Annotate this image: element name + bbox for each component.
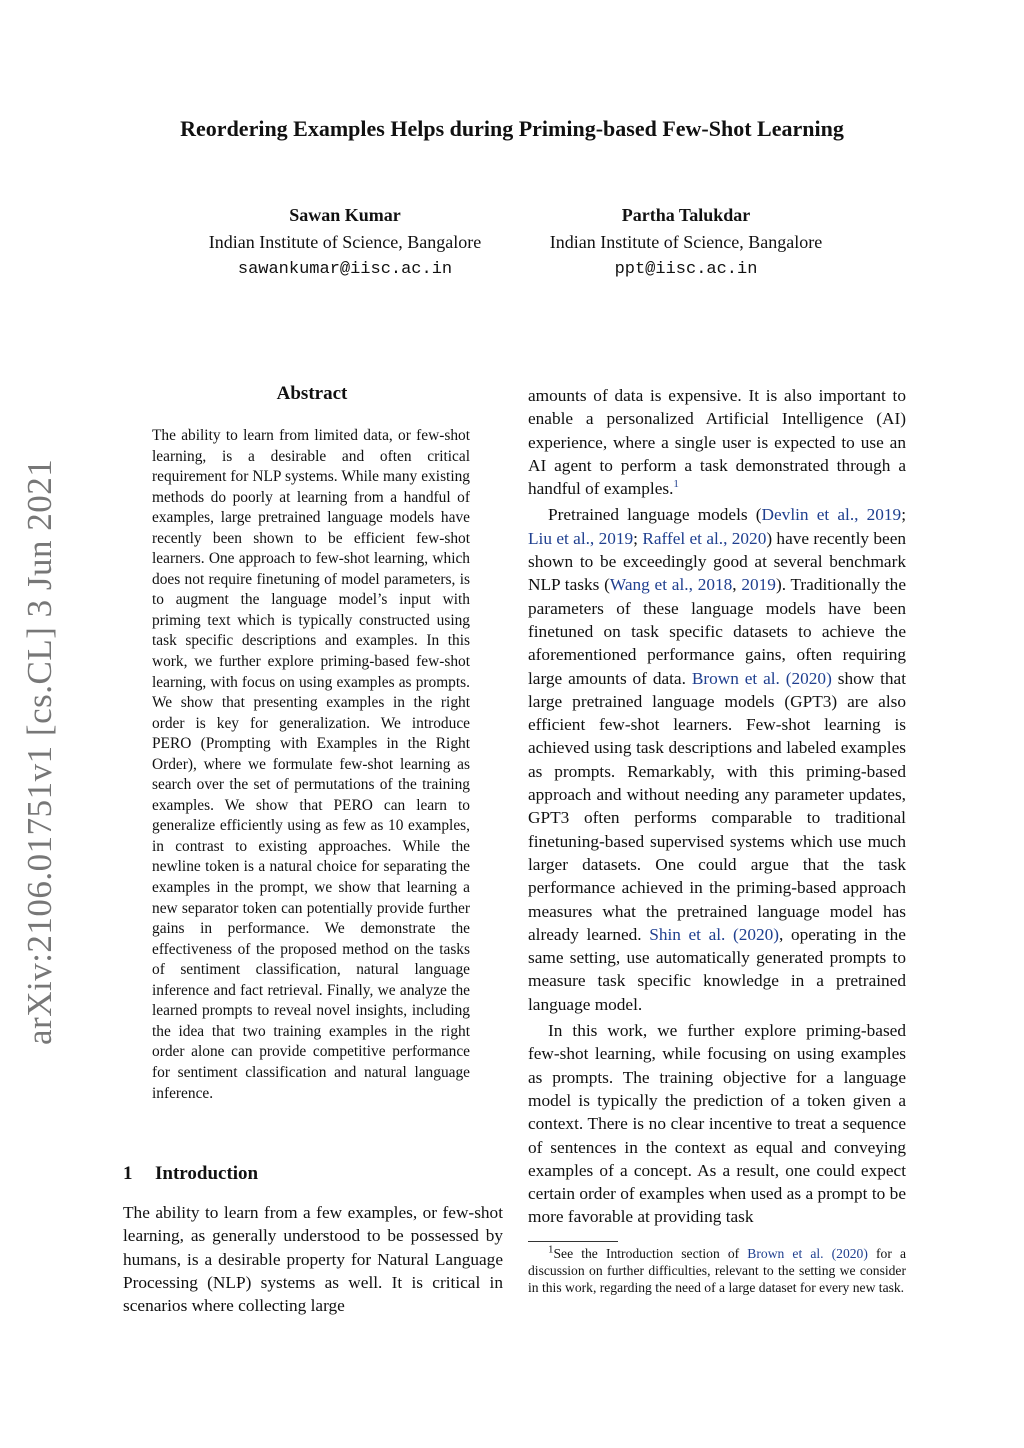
text-span: , [732, 575, 742, 595]
intro-paragraph-3: In this work, we further explore priming-based few-shot learning, while focusing on using examples as prompts. The training objective for a language model is typically the prediction of a token given a context. There is no clear incentive to treat a sequence of sentences in the context as equal and conveying examples of a concept. As a result, one could expect certain order of examples when used as a prompt to be more favorable at providing task [528, 1021, 906, 1227]
text-span: ) have recently been shown to be exceedingly good at several benchmark NLP tasks ( [528, 528, 907, 595]
citation-link[interactable]: Brown et al. (2020) [691, 668, 832, 688]
citation-link[interactable]: 2019 [741, 575, 776, 595]
intro-paragraph-2 [528, 503, 906, 1016]
citation-link[interactable]: Wang et al., 2018 [609, 575, 733, 595]
author-block-1 [185, 202, 505, 283]
author-name: Partha Talukdar [621, 205, 751, 225]
arxiv-stamp: arXiv:2106.01751v1 [cs.CL] 3 Jun 2021 [20, 458, 59, 1045]
citation-link[interactable]: Brown et al. (2020) [747, 1246, 868, 1261]
section-heading-introduction [123, 1163, 503, 1185]
author-affiliation: Indian Institute of Science, Bangalore [208, 232, 482, 252]
intro-paragraph-1: The ability to learn from a few examples, or few-shot learning, as generally understood to be possessed by humans, is a desirable property for Natural Language Processing (NLP) systems as well. It is critical in scenarios where collecting large [123, 1203, 503, 1316]
paper-title: Reordering Examples Helps during Priming-based Few-Shot Learning [180, 116, 844, 141]
text-span: ; [901, 505, 906, 525]
text-span: ; [633, 528, 643, 548]
text-span: for a discussion on further difficulties, relevant to the setting we consider in this work, regarding the need of a large dataset for every new task. [528, 1246, 906, 1296]
paragraph-text: amounts of data is expensive. It is also important to enable a personalized Artificial Intelligence (AI) experience, where a single user is expected to use an AI agent to perform a task demonstrated through a handful of examples. [528, 386, 906, 499]
abstract-heading: Abstract [276, 383, 348, 404]
text-span: show that large pretrained language models (GPT3) are also efficient few-shot learners. Few-shot learning is achieved using task descriptions and labeled examples as prompts. Remarkably, with this priming-based approach and without needing any parameter updates, GPT3 often performs comparable to traditional finetuning-based supervised systems which use much larger datasets. One could argue that the task performance achieved in the priming-based approach measures what the pretrained language model has already learned. [528, 668, 907, 944]
citation-link[interactable]: Liu et al., 2019 [528, 528, 634, 548]
footnote-mark[interactable]: 1 [673, 478, 679, 491]
footnote-mark: 1 [548, 1243, 554, 1256]
author-name: Sawan Kumar [289, 205, 401, 225]
text-span: ). Traditionally the parameters of these language models have been finetuned on task specific datasets to achieve the aforementioned performance gains, often requiring large amounts of data. [528, 575, 906, 688]
author-block-2 [526, 202, 846, 283]
section-title: Introduction [155, 1163, 259, 1184]
citation-link[interactable]: Devlin et al., 2019 [761, 505, 902, 525]
text-span: , operating in the same setting, use automatically generated prompts to measure task specific knowledge in a pretrained language model. [528, 924, 906, 1014]
citation-link[interactable]: Raffel et al., 2020 [642, 528, 767, 548]
footnote-rule [528, 1241, 618, 1242]
author-email[interactable]: ppt@iisc.ac.in [614, 260, 758, 279]
section-number: 1 [123, 1163, 133, 1184]
author-email[interactable]: sawankumar@iisc.ac.in [237, 260, 453, 279]
footnote [528, 1245, 906, 1297]
citation-link[interactable]: Shin et al. (2020) [649, 924, 780, 944]
text-span: Pretrained language models ( [548, 505, 762, 525]
intro-paragraph-1-continued [528, 384, 906, 500]
right-column [528, 384, 906, 1232]
abstract-text: The ability to learn from limited data, or few-shot learning, is a desirable and often critical requirement for NLP systems. While many existing methods do poorly at learning from a handful of examples, large pretrained language models have recently been shown to be efficient few-shot learners. One approach to few-shot learning, which does not require finetuning of model parameters, is to augment the language model’s input with priming text which is typically constructed using task specific descriptions and examples. In this work, we further explore priming-based few-shot learning, with focus on using examples as prompts. We show that presenting examples in the right order is key for generalization. We introduce PERO (Prompting with Examples in the Right Order), where we formulate few-shot learning as search over the set of permutations of the training examples. We show that PERO can learn to generalize efficiently using as few as 10 examples, in contrast to existing approaches. While the newline token is a natural choice for separating the examples in the prompt, we show that learning a new separator token can potentially provide further gains in performance. We demonstrate the effectiveness of the proposed method on the tasks of sentiment classification, natural language inference and fact retrieval. Finally, we analyze the learned prompts to reveal novel insights, including the idea that two training examples in the right order alone can provide competitive performance for sentiment classification and natural language inference. [152, 427, 470, 1102]
author-affiliation: Indian Institute of Science, Bangalore [549, 232, 823, 252]
text-span: See the Introduction section of [553, 1246, 748, 1261]
